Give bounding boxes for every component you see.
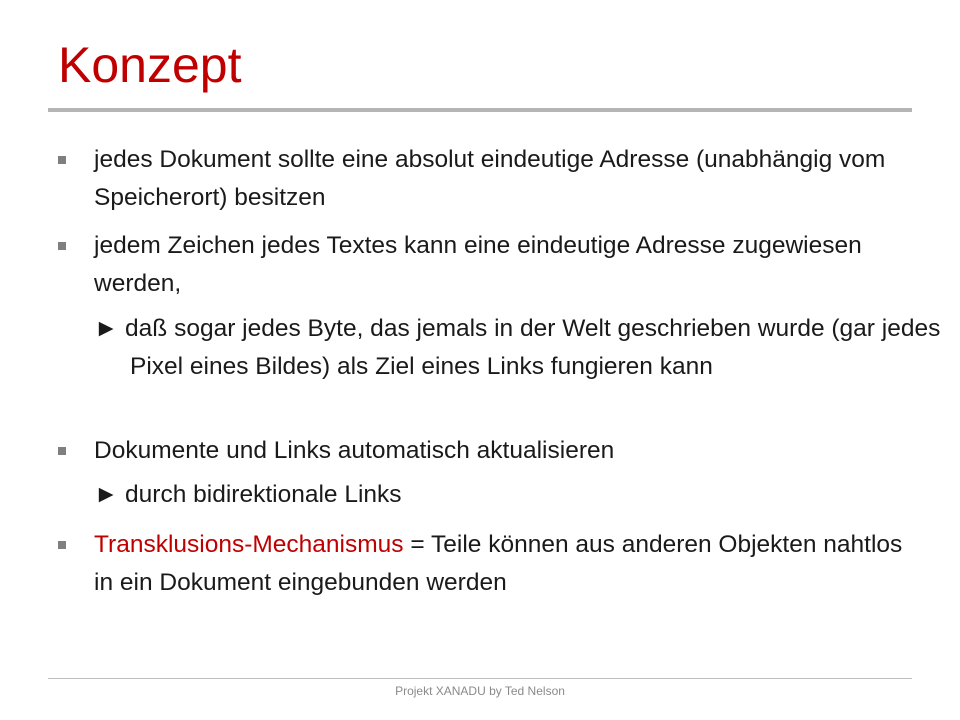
bullet-item	[58, 141, 918, 217]
square-bullet-icon	[58, 541, 66, 549]
footer-text: Projekt XANADU by Ted Nelson	[395, 684, 565, 698]
square-bullet-icon	[58, 447, 66, 455]
bullet-item	[58, 432, 918, 470]
bullet-text: jedem Zeichen jedes Textes kann eine eindeutige Adresse zugewiesen werden,	[94, 232, 862, 297]
title-divider	[48, 108, 912, 112]
square-bullet-icon	[58, 242, 66, 250]
sub-bullet-item: ► daß sogar jedes Byte, das jemals in der Welt geschrieben wurde (gar jedes Pixel eines Bildes) als Ziel eines Links fungieren kann	[94, 315, 941, 380]
bullet-text: jedes Dokument sollte eine absolut eindeutige Adresse (unabhängig vom Speicherort) besitzen	[94, 146, 886, 211]
highlight-term: Transklusions-Mechanismus	[94, 531, 404, 558]
footer-divider	[48, 678, 912, 679]
bullet-text	[94, 526, 918, 602]
bullet-text-rest: = Teile können aus anderen Objekten nahtlos in ein Dokument eingebunden werden	[94, 531, 903, 596]
square-bullet-icon	[58, 156, 66, 164]
slide-title: Konzept	[58, 37, 242, 93]
bullet-item	[58, 526, 918, 602]
bullet-item	[58, 227, 918, 303]
sub-bullet-item: ► durch bidirektionale Links	[94, 481, 402, 508]
bullet-text: Dokumente und Links automatisch aktualisieren	[94, 437, 615, 464]
